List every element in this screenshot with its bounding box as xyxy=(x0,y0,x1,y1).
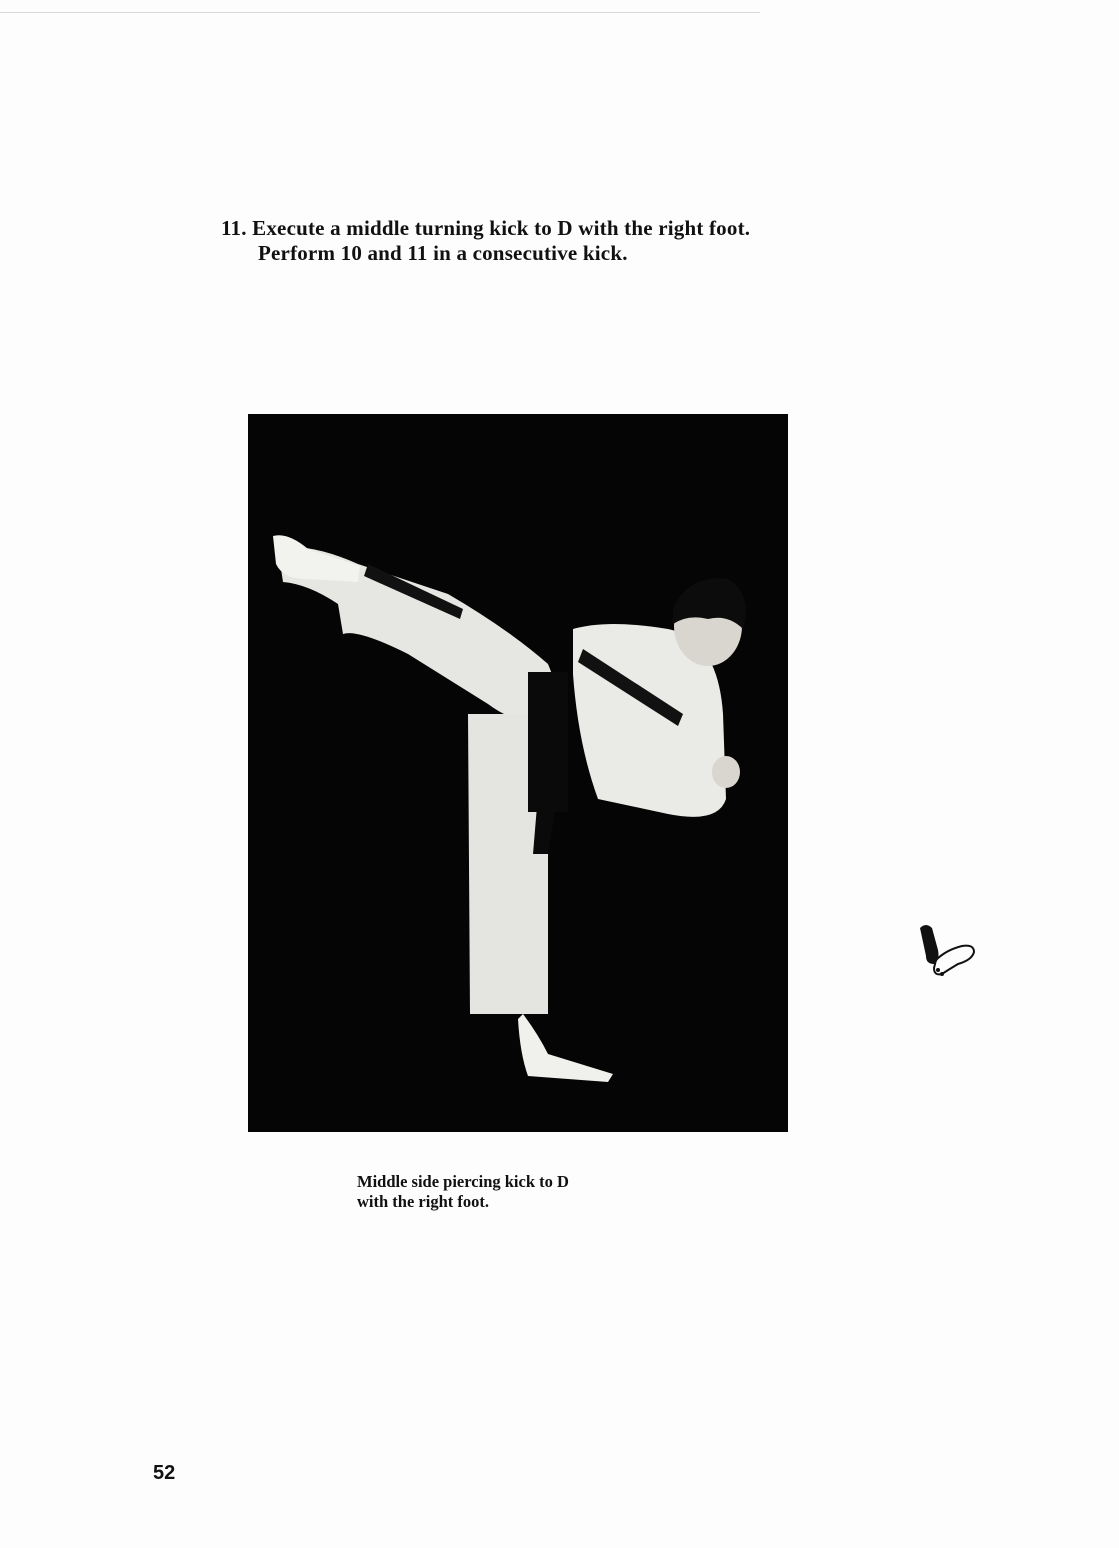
caption-line-2: with the right foot. xyxy=(357,1192,489,1211)
kick-photo xyxy=(248,414,788,1132)
instruction-line-2: Perform 10 and 11 in a consecutive kick. xyxy=(258,241,628,265)
photo-caption xyxy=(357,1172,677,1212)
kick-photo-illustration xyxy=(248,414,788,1132)
page-number: 52 xyxy=(153,1462,176,1484)
instruction-line-1: 11. Execute a middle turning kick to D with the right foot. xyxy=(221,216,751,240)
instruction-text xyxy=(221,216,941,266)
caption-line-1: Middle side piercing kick to D xyxy=(357,1172,569,1191)
foot-diagram-icon xyxy=(912,920,978,980)
scan-edge-rule xyxy=(0,12,760,13)
